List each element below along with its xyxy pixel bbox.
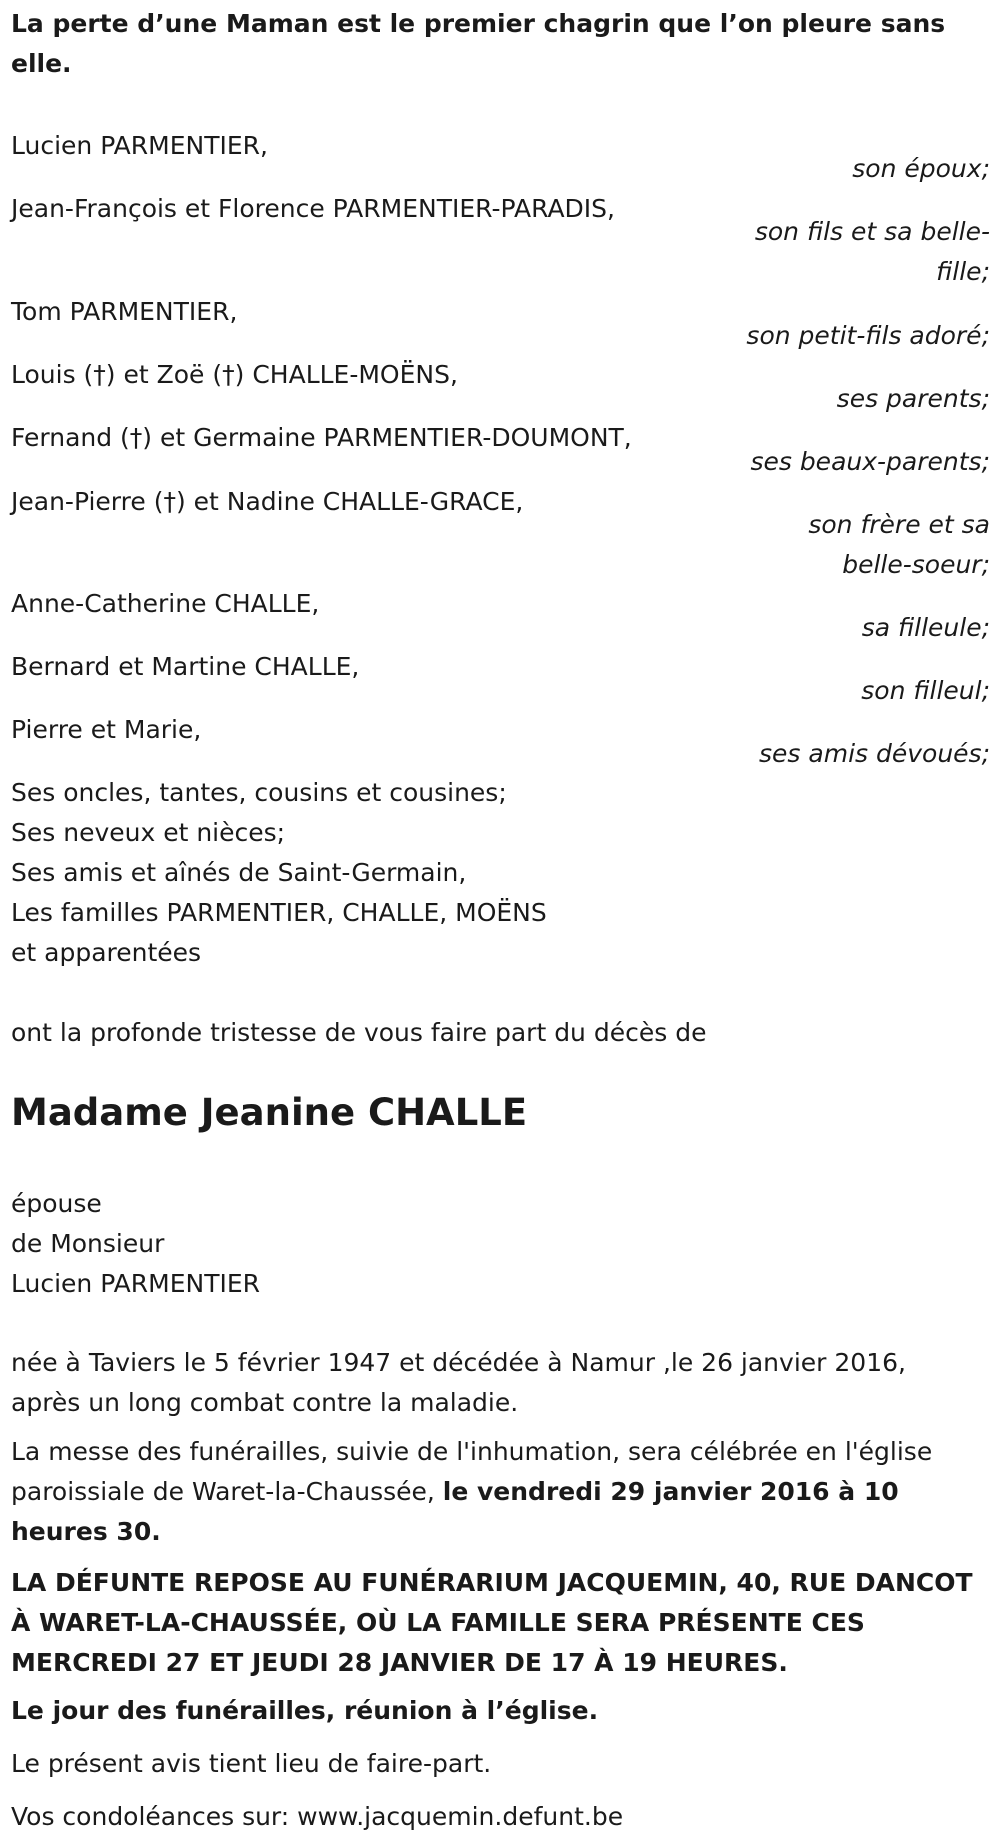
family-relation-2: son fils et sa belle-fille; (754, 217, 990, 286)
others-line-2: Ses neveux et nièces; (11, 818, 286, 847)
family-name-4: Louis (†) et Zoë (†) CHALLE-MOËNS, (11, 360, 458, 389)
family-relation-4: ses parents; (836, 384, 990, 413)
family-relation-5: ses beaux-parents; (750, 447, 990, 476)
family-relation-3: son petit-fils adoré; (746, 321, 990, 350)
spouse-line-2: de Monsieur (11, 1229, 165, 1258)
family-relation-7: sa filleule; (861, 613, 990, 642)
family-relation-8: son filleul; (861, 676, 990, 705)
funeral-day-notice: Le jour des funérailles, réunion à l’église. (11, 1696, 599, 1725)
mass-paragraph (11, 1432, 986, 1552)
spouse-line-3: Lucien PARMENTIER (11, 1269, 261, 1298)
spouse-line-1: épouse (11, 1189, 102, 1218)
funerarium-notice: LA DÉFUNTE REPOSE AU FUNÉRARIUM JACQUEMIN, 40, RUE DANCOT À WARET-LA-CHAUSSÉE, OÙ LA FAMILLE SERA PRÉSENTE CES MERCREDI 27 ET JEUDI 28 JANVIER DE 17 À 19 HEURES. (11, 1568, 973, 1677)
family-relation-1: son époux; (852, 154, 990, 183)
others-line-5: et apparentées (11, 938, 202, 967)
family-name-6: Jean-Pierre (†) et Nadine CHALLE-GRACE, (11, 487, 524, 516)
opening-quote: La perte d’une Maman est le premier chagrin que l’on pleure sans elle. (11, 9, 946, 78)
others-line-1: Ses oncles, tantes, cousins et cousines; (11, 778, 507, 807)
others-line-3: Ses amis et aînés de Saint-Germain, (11, 858, 467, 887)
others-line-4: Les familles PARMENTIER, CHALLE, MOËNS (11, 898, 547, 927)
condolences-line: Vos condoléances sur: www.jacquemin.defunt.be (11, 1802, 624, 1831)
mass-text: La messe des funérailles, suivie de l'inhumation, sera célébrée en l'église paroissiale de Waret-la-Chaussée, (11, 1437, 933, 1506)
family-name-1: Lucien PARMENTIER, (11, 131, 268, 160)
faire-part-notice: Le présent avis tient lieu de faire-part. (11, 1749, 492, 1778)
family-name-9: Pierre et Marie, (11, 715, 202, 744)
birth-death-text: née à Taviers le 5 février 1947 et décédée à Namur ,le 26 janvier 2016, après un long combat contre la maladie. (11, 1348, 906, 1417)
deceased-name: Madame Jeanine CHALLE (11, 1091, 528, 1134)
family-relation-9: ses amis dévoués; (759, 739, 990, 768)
announcement: ont la profonde tristesse de vous faire part du décès de (11, 1018, 707, 1047)
family-name-2: Jean-François et Florence PARMENTIER-PARADIS, (11, 194, 615, 223)
family-name-3: Tom PARMENTIER, (11, 297, 238, 326)
family-name-5: Fernand (†) et Germaine PARMENTIER-DOUMONT, (11, 423, 632, 452)
mass-date: le vendredi 29 janvier 2016 à 10 heures 30. (11, 1477, 899, 1546)
family-name-8: Bernard et Martine CHALLE, (11, 652, 360, 681)
family-name-7: Anne-Catherine CHALLE, (11, 589, 320, 618)
family-relation-6: son frère et sa belle-soeur; (808, 510, 990, 579)
